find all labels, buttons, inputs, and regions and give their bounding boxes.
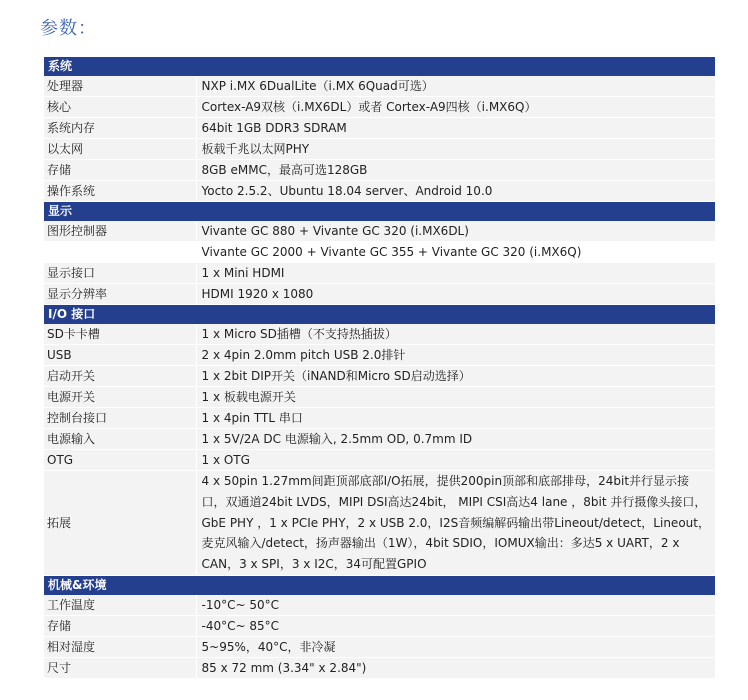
section-title: I/O 接口 bbox=[44, 305, 715, 325]
table-row bbox=[44, 366, 715, 387]
row-label: 电源开关 bbox=[44, 387, 196, 408]
row-label: 尺寸 bbox=[44, 657, 196, 678]
section-title: 机械&环境 bbox=[44, 575, 715, 595]
page-title: 参数： bbox=[40, 18, 97, 39]
row-label: 控制台接口 bbox=[44, 408, 196, 429]
row-value: NXP i.MX 6DualLite（i.MX 6Quad可选） bbox=[196, 76, 715, 97]
table-row bbox=[44, 242, 715, 263]
row-value: 1 x Micro SD插槽（不支持热插拔） bbox=[196, 324, 715, 345]
row-label: 电源输入 bbox=[44, 429, 196, 450]
row-label bbox=[44, 242, 196, 263]
row-label: 启动开关 bbox=[44, 366, 196, 387]
section-title: 显示 bbox=[44, 202, 715, 222]
table-row bbox=[44, 429, 715, 450]
section-title: 系统 bbox=[44, 57, 715, 76]
row-value: Vivante GC 880 + Vivante GC 320 (i.MX6DL) bbox=[196, 221, 715, 242]
table-row bbox=[44, 450, 715, 471]
row-value: Yocto 2.5.2、Ubuntu 18.04 server、Android 10.0 bbox=[196, 181, 715, 202]
section-header-io bbox=[44, 305, 715, 325]
table-row bbox=[44, 181, 715, 202]
row-value: 8GB eMMC，最高可选128GB bbox=[196, 160, 715, 181]
row-label: 图形控制器 bbox=[44, 221, 196, 242]
row-value: 64bit 1GB DDR3 SDRAM bbox=[196, 118, 715, 139]
row-value: 1 x OTG bbox=[196, 450, 715, 471]
row-value: 1 x 4pin TTL 串口 bbox=[196, 408, 715, 429]
row-label: 处理器 bbox=[44, 76, 196, 97]
section-header-mechanical bbox=[44, 575, 715, 595]
table-row bbox=[44, 221, 715, 242]
table-row bbox=[44, 284, 715, 305]
table-row bbox=[44, 636, 715, 657]
row-value: 1 x Mini HDMI bbox=[196, 263, 715, 284]
row-label: SD卡卡槽 bbox=[44, 324, 196, 345]
row-value: HDMI 1920 x 1080 bbox=[196, 284, 715, 305]
row-label: 拓展 bbox=[44, 471, 196, 576]
table-row bbox=[44, 408, 715, 429]
table-row bbox=[44, 263, 715, 284]
table-row bbox=[44, 615, 715, 636]
row-label: 显示分辨率 bbox=[44, 284, 196, 305]
row-value: -10°C~ 50°C bbox=[196, 595, 715, 616]
row-label: USB bbox=[44, 345, 196, 366]
row-label: 工作温度 bbox=[44, 595, 196, 616]
table-row bbox=[44, 657, 715, 678]
row-label: 系统内存 bbox=[44, 118, 196, 139]
table-row bbox=[44, 324, 715, 345]
row-value: 1 x 板载电源开关 bbox=[196, 387, 715, 408]
row-value: 1 x 5V/2A DC 电源输入, 2.5mm OD, 0.7mm ID bbox=[196, 429, 715, 450]
row-value: -40°C~ 85°C bbox=[196, 615, 715, 636]
row-label: 操作系统 bbox=[44, 181, 196, 202]
table-row bbox=[44, 139, 715, 160]
table-row bbox=[44, 76, 715, 97]
row-value: 5~95%，40°C，非冷凝 bbox=[196, 636, 715, 657]
table-row bbox=[44, 595, 715, 616]
row-value: 85 x 72 mm (3.34" x 2.84") bbox=[196, 657, 715, 678]
row-value: 2 x 4pin 2.0mm pitch USB 2.0排针 bbox=[196, 345, 715, 366]
row-value: 4 x 50pin 1.27mm间距顶部底部I/O拓展，提供200pin顶部和底部排母，24bit并行显示接口，双通道24bit LVDS，MIPI DSI高达24bit， MIPI CSI高达4 lane ，8bit 并行摄像头接口， GbE PHY ，1 x PCIe PHY，2 x USB 2.0，I2S音频编解码输出带Lineout/detect，Lineout， 麦克风输入/detect，扬声器输出（1W），4bit SDIO，IOMUX输出：多达5 x UART，2 x CAN，3 x SPI，3 x I2C，34可配置GPIO bbox=[196, 471, 715, 576]
row-label: 存储 bbox=[44, 160, 196, 181]
row-label: 显示接口 bbox=[44, 263, 196, 284]
table-row bbox=[44, 345, 715, 366]
table-row bbox=[44, 118, 715, 139]
section-header-display bbox=[44, 202, 715, 222]
section-header-system bbox=[44, 57, 715, 76]
table-row bbox=[44, 471, 715, 576]
spec-table bbox=[44, 57, 715, 679]
row-label: 相对湿度 bbox=[44, 636, 196, 657]
row-value: 1 x 2bit DIP开关（iNAND和Micro SD启动选择） bbox=[196, 366, 715, 387]
row-label: 核心 bbox=[44, 97, 196, 118]
row-value: 板载千兆以太网PHY bbox=[196, 139, 715, 160]
table-row bbox=[44, 160, 715, 181]
table-row bbox=[44, 97, 715, 118]
row-value: Vivante GC 2000 + Vivante GC 355 + Vivante GC 320 (i.MX6Q) bbox=[196, 242, 715, 263]
table-row bbox=[44, 387, 715, 408]
row-label: 以太网 bbox=[44, 139, 196, 160]
row-label: OTG bbox=[44, 450, 196, 471]
row-value: Cortex-A9双核（i.MX6DL）或者 Cortex-A9四核（i.MX6Q） bbox=[196, 97, 715, 118]
row-label: 存储 bbox=[44, 615, 196, 636]
